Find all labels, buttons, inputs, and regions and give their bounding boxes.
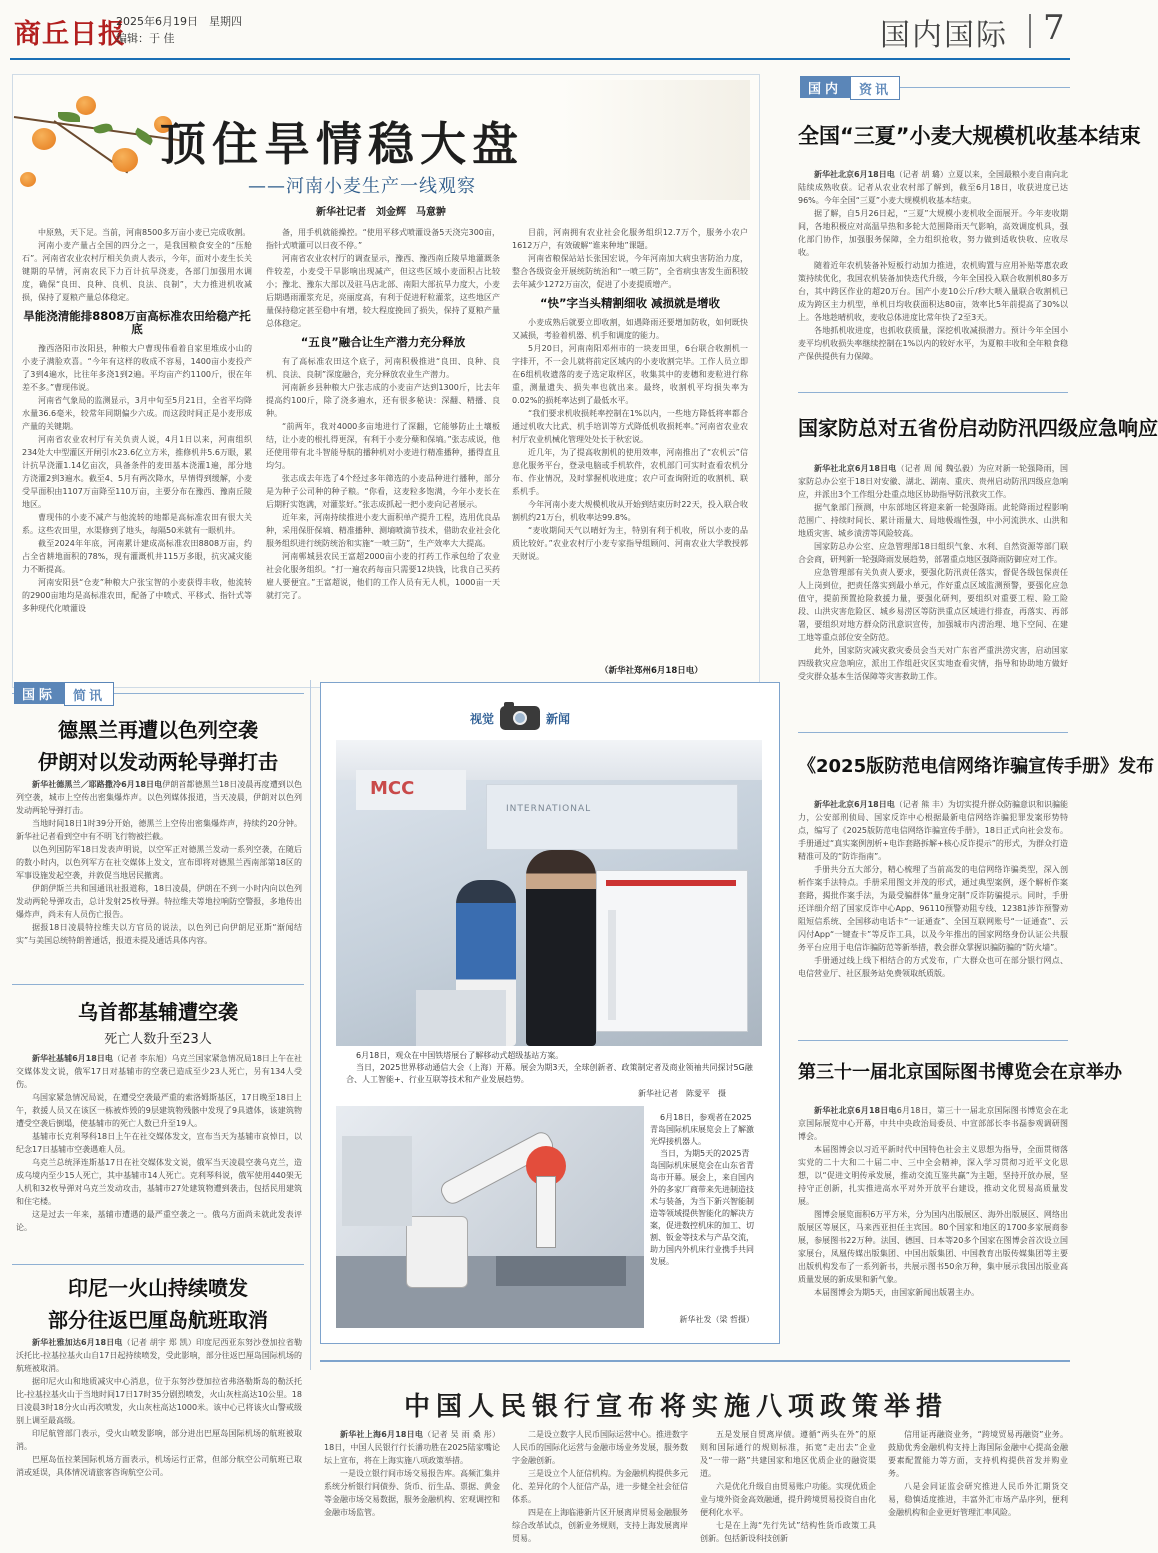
photo-welding-robot — [336, 1106, 644, 1328]
paragraph: 河南新乡县种粮大户张志成的小麦亩产达到1300斤，比去年提高约100斤，除了浇多遍水，还有很多秘诀：深翻、精播、良种。 — [266, 383, 500, 418]
tag-label: 国内 — [800, 76, 850, 98]
paragraph: 河南省气象局的监测显示，3月中旬至5月21日，全省平均降水量36.6毫米，较常年同期偏少六成。而这段时间正是小麦形成产量的关键期。 — [22, 396, 252, 431]
paragraph: 印尼航管部门表示，受火山喷发影响，部分进出巴厘岛国际机场的航班被取消。 — [16, 1429, 302, 1451]
paragraph — [798, 168, 1068, 207]
article-subheadline: 死亡人数升至23人 — [104, 1032, 212, 1047]
byline: 新华社北京6月18日电 — [814, 800, 895, 809]
paragraph: 八是会同证监会研究推进人民币外汇期货交易，稳慎适度推进，丰富外汇市场产品序列，便利金融机构和企业更好管理汇率风险。 — [888, 1482, 1068, 1517]
feature-subhead: “五良”融合让生产潜力充分释放 — [300, 335, 466, 349]
paragraph — [798, 462, 1068, 501]
photo-credit: 新华社发（梁 哲摄） — [679, 1315, 754, 1324]
paragraph: 二是设立数字人民币国际运营中心。推进数字人民币的国际化运营与金融市场业务发展，服务数字金融创新。 — [512, 1430, 688, 1465]
paragraph: 张志成去年选了4个经过多年筛选的小麦品种进行播种，部分是为种子公司种的种子粮。“你看，这麦粒多饱满，今年小麦长在后期籽实饱满，对灌浆好。”张志成抓起一把小麦向记者展示。 — [266, 474, 500, 509]
paragraph — [798, 798, 1068, 863]
paragraph: 本届图博会为期5天，由国家新闻出版署主办。 — [814, 1288, 980, 1297]
paragraph: 随着近年农机装备补短板行动加力推进，农机购置与应用补贴等惠农政策持续优化，我国农机装备加快迭代升级，今年全国投入联合收割机80多万台，其中跨区作业的超20万台。国产小麦10公斤/秒大喂入量联合收割机已成为跨区主力机型，单机日均收获面积达80亩，效率比5年前提高了30%以上。各地趁晴机收，麦收总体进度比常年快了2至3天。 — [798, 261, 1068, 322]
reporter: （记者 周 闻 魏弘毅） — [896, 464, 979, 473]
paragraph: 各地抓机收进度，也抓收获质量，深挖机收减损潜力。预计今年全国小麦平均机收损失率继续控制在1%以内的较好水平，为夏粮丰收和全年粮食稳产保供提供有力保障。 — [798, 326, 1068, 361]
label-text: 新闻 — [546, 711, 571, 726]
feature-background-texture — [560, 80, 750, 200]
feature-headline: 顶住旱情稳大盘 — [160, 117, 524, 171]
paragraph: “前两年，我对4000多亩地进行了深翻，它能够防止土壤板结，让小麦的根扎得更深，有利于小麦分蘖和保墒。”张志成说，他还使用带有北斗智能导航的播种机对小麦进行精准播种，播得直且均匀。 — [266, 422, 500, 470]
paragraph: 五是发展自贸离岸债。遵循“两头在外”的原则和国际通行的规则标准，拓宽“走出去”企业及“一带一路”共建国家和地区优质企业的融资渠道。 — [700, 1430, 876, 1478]
article-headline: 第三十一届北京国际图书博览会在京举办 — [798, 1062, 1122, 1083]
caption-line: 当日，为期5天的2025青岛国际机床展览会在山东省青岛市开幕。展会上，来自国内外的多家厂商带来先进制造技术与装备，为当下新兴智能制造等领域提供智能化的解决方案，促进数控机床的加工、切割、钣金等技术与产品交流，助力国内外机床行业携手共同发展。 — [650, 1149, 754, 1266]
lead: 18日，中国人民银行行长潘功胜在2025陆家嘴论坛上宣布，将在上海实施八项政策举措。 — [324, 1443, 500, 1465]
lead: 6月18日，第三十一届北京国际图书博览会在北京国际展览中心开幕，中共中央政治局委员、中宣部部长李书磊参观调研图博会。 — [798, 1106, 1068, 1141]
paragraph: 七是在上海“先行先试”结构性货币政策工具创新。包括新设科技创新 — [700, 1521, 876, 1543]
bottom-column-1 — [324, 1428, 500, 1548]
paragraph: “我们要求机收损耗率控制在1%以内，一些地方降低将率都合通过机收大比武、机手培训等方式降低机收损耗率。”河南省农业农村厅农业机械化管理处处长于秋宏说。 — [512, 409, 748, 444]
paragraph: 以色列国防军18日发表声明说，以空军正对德黑兰发动一系列空袭，在随后的数小时内，以色列军方在社交媒体上发文，宣布即将对德黑兰西南部第18区的军事设施发起空袭，并敦促当地居民撤离。 — [16, 845, 302, 880]
paragraph: 巴厘岛伍拉莱国际机场方面表示，机场运行正常，但部分航空公司航班已取消或延误，具体情况请旅客咨询航空公司。 — [16, 1455, 302, 1477]
photo-credit: 新华社记者 陈愛平 摄 — [638, 1089, 726, 1098]
article-divider — [798, 392, 1068, 393]
paragraph: 应急管理部有关负责人要求，要强化防汛责任落实，督促各级包保责任人上岗到位，把责任落实到最小单元，作好重点区域监测预警，要强化应急值守，提前预置抢险救援力量，要强化研判，要组织对重要工程、险工险段、山洪灾害危险区、城乡易涝区等防洪重点区域进行排查，再落实、再部署，要组织对地方群众防汛意识宣传，加强城市内涝治理、地下空间、在建工地等重点部位安全防范。 — [798, 568, 1068, 642]
paragraph: 信用证再融资业务，“跨境贸易再融资”业务。鼓励优秀金融机构支持上海国际金融中心提高金融要素配置能力等方面，支持机构提供首发并购业务。 — [888, 1430, 1068, 1478]
paragraph: 据印尼火山和地质减灾中心消息，位于东努沙登加拉省弗洛勒斯岛的勒沃托比-拉基拉基火山于当地时间17日17时35分剧烈喷发，火山灰柱高达10公里。18日凌晨3时18分火山再次喷发，火山灰柱高达1000米。该中心已将该火山警戒级别上调至最高级。 — [16, 1377, 302, 1425]
paragraph: 这是过去一年来，基辅市遭遇的最严重空袭之一。俄乌方面尚未就此发表评论。 — [16, 1210, 302, 1232]
feature-subheadline: ——河南小麦生产一线观察 — [248, 176, 476, 197]
paragraph: 手册通过线上线下相结合的方式发布，广大群众也可在部分银行网点、电信营业厅、社区服务站免费领取纸质版。 — [798, 956, 1068, 978]
photo-caption — [346, 1050, 756, 1086]
feature-byline: 新华社记者 刘金辉 马意翀 — [316, 207, 446, 218]
article-headline: 《2025版防范电信网络诈骗宣传手册》发布 — [798, 756, 1155, 777]
paragraph: 截至2024年年底，河南累计建成高标准农田8808万亩，约占全省耕地面积的78%，现有灌溉机井115万多眼，抗灾减灾能力不断提高。 — [22, 539, 252, 574]
paragraph: 据了解，自5月26日起，“三夏”大规模小麦机收全面展开。今年麦收期间，各地积极应对高温旱热和多轮大范围降雨天气影响，高效调度机具，强化部门协作，加强服务保障，全力组织抢收，努力做到适收快收、应收尽收。 — [798, 209, 1068, 257]
paragraph: 5月20日，河南南阳邓州市的一块麦田里，6台联合收割机一字排开，不一会儿就将前定区域内的小麦收割完毕。工作人员立即在6组机收遗落的麦子选定取样区，收集其中的麦穗和麦粒进行称重，测量遗失、损失率也就出来。最终，收割机平均损失率为0.02%的损耗率达到了最低水平。 — [512, 344, 748, 405]
column-divider — [310, 680, 311, 1370]
paragraph: “麦收期间天气以晴好为主，特别有利于机收，所以小麦的品质比较好。”农业农村厅小麦专家指导组顾问、河南农业大学教授郭天财说。 — [512, 526, 748, 561]
article-headline: 乌首都基辅遭空袭 — [78, 1000, 238, 1024]
lead: 伊朗首都德黑兰18日凌晨再度遭到以色列空袭，城市上空传出密集爆炸声。以色列媒体报道，当天凌晨，伊朗对以色列发动两轮导弹打击。 — [16, 780, 302, 815]
feature-dateline: （新华社郑州6月18日电） — [600, 666, 703, 676]
paragraph: 基辅市长克利琴科18日上午在社交媒体发文，宣布当天为基辅市哀悼日，以纪念17日基辅市空袭遇难人员。 — [16, 1132, 302, 1154]
page-number: 7 — [1043, 8, 1065, 48]
paragraph: 小麦成熟后就要立即收割，如遇降雨还要增加防收，如何既快又减损，考验着机器、机手和调度的能力。 — [512, 318, 748, 340]
bottom-column-4 — [888, 1428, 1068, 1548]
paragraph — [16, 778, 302, 817]
paragraph: 六是优化升级自由贸易账户功能。实现优质企业与境外资金高效融通，提升跨境贸易投资自由化便利化水平。 — [700, 1482, 876, 1517]
article-headline: 伊朗对以发动两轮导弹打击 — [38, 750, 278, 774]
paragraph: 四是在上海临港新片区开展离岸贸易金融服务综合改革试点，创新业务规则，支持上海发展离岸贸易。 — [512, 1508, 688, 1543]
tag-label: 资讯 — [850, 76, 900, 100]
paragraph: 图博会展览面积6万平方米，分为国内出版展区、海外出版展区、网络出版展区等展区，马来西亚担任主宾国。80个国家和地区的1700多家展商参展，参展图书22万种。法国、德国、日本等20多个国家在图博会首次设立国家展台，凤凰传媒出版集团、中国出版集团、中国教育出版传媒集团等主要出版机构发布了一系列新书，共展示图书50余万种，集中展示我国出版业高质量发展的新成果和新气象。 — [798, 1210, 1068, 1284]
paragraph: 河南省农业农村厅有关负责人说，4月1日以来，河南组织234处大中型灌区开闸引水23.6亿立方米，推修机井5.6万眼，累计抗旱浇灌1.14亿亩次，具备条件的麦田基本浇灌1遍，部分地方浇灌2到3遍水。截至4、5月有两次降水，早情得到缓解，小麦受旱面积由1107万亩降至110万亩，主要分布在豫西、豫南丘陵地区。 — [22, 435, 252, 509]
reporter: （记者 吴 雨 桑 彤） — [423, 1430, 500, 1439]
masthead-logo: 商丘日报 — [14, 19, 126, 50]
caption-line: 当日，2025世界移动通信大会（上海）开幕。展会为期3天，全球创新者、政策制定者及商业领袖共同探讨5G融合、人工智能+、行业互联等技术和产业发展趋势。 — [346, 1063, 753, 1084]
paragraph: 据报18日凌晨特拉维夫以方官员的说法，以色列已向伊朗尼亚斯“渐闻结实”与美国总统特朗普通话，报道未提及通话具体内容。 — [16, 923, 302, 945]
feature-column-2 — [266, 226, 500, 678]
label-text: 视觉 — [470, 711, 495, 726]
photo-caption — [650, 1112, 754, 1268]
article-headline: 全国“三夏”小麦大规模机收基本结束 — [798, 124, 1141, 148]
article-divider — [798, 732, 1068, 733]
domestic-tag — [800, 76, 900, 100]
paragraph: 当地时间18日1时39分开始，德黑兰上空传出密集爆炸声，持续约20分钟。新华社记者看到空中有不明飞行物被拦截。 — [16, 819, 302, 841]
intl-tag — [14, 682, 114, 706]
paragraph: 备，用手机就能操控。“使用平移式喷灌设备5天浇完300亩，指针式喷灌可以日夜不停。” — [266, 228, 500, 250]
article-headline: 国家防总对五省份启动防汛四级应急响应 — [798, 416, 1158, 440]
paragraph — [324, 1428, 500, 1467]
header-rule — [10, 58, 1070, 60]
paragraph: 河南小麦产量占全国的四分之一，是我国粮食安全的“压舱石”。河南省农业农村厅相关负责人表示，今年，面对小麦生长关键期的旱情，河南农民下力百计抗旱浇麦，各部门加强用水调度，确保“良田、良种、良机、良法、良制”，大力推进机收减损，保持了夏粮产量总体稳定。 — [22, 241, 252, 302]
paragraph: 乌克兰总统泽连斯基17日在社交媒体发文说，俄军当天凌晨空袭乌克兰，造成乌境内至少15人死亡，其中基辅市14人死亡。克利琴科说，俄军使用440架无人机和32枚导弹对乌克兰发动攻击，基辅市27处建筑物遭到袭击，包括民用建筑和住宅楼。 — [16, 1158, 302, 1206]
person-man — [526, 850, 596, 1046]
page-editor: 编辑：于 佳 — [116, 32, 175, 45]
byline: 新华社基辅6月18日电 — [32, 1054, 113, 1063]
paragraph: 国家防总办公室、应急管理部18日组织气象、水利、自然资源等部门联合会商，研判新一轮强降雨发展趋势，部署重点地区强降雨防御应对工作。 — [798, 542, 1068, 564]
article-body — [798, 462, 1068, 720]
paragraph: 河南安阳县“仓麦”种粮大户张宝智的小麦获得丰收，他流转的2900亩地均是高标准农田，配备了中喷式、平移式、指针式等多种现代化喷灌设 — [22, 578, 252, 613]
article-body — [798, 168, 1068, 372]
caption-line: 6月18日，观众在中国铁塔展台了解移动式超级基站方案。 — [356, 1051, 564, 1060]
paragraph — [16, 1052, 302, 1091]
paragraph: 豫西洛阳市汝阳县，种粮大户曹现伟看着自家里堆成小山的小麦子满脸欢喜。“今年有这样的收成不容易，1400亩小麦投产了3到4遍水，比往年多浇1到2遍。平均亩产约1100斤，很在年差不多。”曹现伟说。 — [22, 344, 252, 392]
paragraph: 手册共分五大部分，精心梳理了当前高发的电信网络诈骗类型，深入剖析作案手法特点。手册采用图文并茂的形式，通过典型案例，逐个解析作案套路，揭批作案手法，为最受骗群体“量身定制”反诈防骗提示。同时，手册还详细介绍了国家反诈中心App、96110预警劝阻专线、12381涉诈预警劝阻短信系统、全国移动电话卡“一证通查”、全国互联网账号“一证通查”、云闪付App“一键查卡”等反诈工具，以及今年推出的国家网络身份认证公共服务平台应用于电信诈骗防范等新举措，教会群众掌握识骗防骗的“防火墙”。 — [798, 865, 1068, 952]
photo-news-label — [470, 706, 570, 730]
paragraph: 乌国家紧急情况局说，在遭受空袭最严重的索洛姆斯基区，17日晚至18日上午，救援人员又在该区一栋被炸毁的9层建筑物残骸中发现了9具遗体，该建筑物遭受空袭后倒塌，使基辅市的死亡人数已升至19人。 — [16, 1093, 302, 1128]
bottom-rule — [320, 1360, 1070, 1362]
paragraph: 河南郸城县农民王富超2000亩小麦的打药工作承包给了农业社会化服务组织。“打一遍农药每亩只需要12块钱，比我自己买药雇人要便宜。”王富超说，他们的工作人员有无人机，1000亩一天就打完了。 — [266, 552, 500, 600]
paragraph: 曹现伟的小麦不减产与他流转的地都是高标准农田有很大关系。这些农田里，水渠修到了地头，每隔50米就有一眼机井。 — [22, 513, 252, 535]
bottom-headline: 中国人民银行宣布将实施八项政策举措 — [404, 1392, 949, 1422]
reporter: （记者 胡宇 郑 凯） — [122, 1338, 196, 1347]
reporter: （记者 熊 丰） — [894, 800, 948, 809]
article-divider — [12, 984, 304, 985]
reporter: （记者 胡 璐） — [894, 170, 948, 179]
paragraph: 一是设立银行间市场交易报告库。高频汇集并系统分析银行间债券、货币、衍生品、票据、黄金等金融市场交易数据，服务金融机构、宏观调控和金融市场监管。 — [324, 1469, 500, 1517]
article-body — [16, 1052, 302, 1258]
paragraph: 今年河南小麦大规模机收从开始到结束历时22天，投入联合收割机约21万台，机收率达99.8%。 — [512, 500, 748, 522]
byline: 新华社北京6月18日电 — [814, 1106, 897, 1115]
byline: 新华社北京6月18日电 — [814, 170, 895, 179]
paragraph — [16, 1336, 302, 1375]
article-body — [16, 1336, 302, 1546]
article-divider — [12, 1264, 304, 1265]
shelter-unit — [596, 870, 748, 1032]
lead: 印度尼西亚东努沙登加拉省勒沃托比-拉基拉基火山自17日起持续喷发，受此影响，部分往返巴厘岛国际机场的航班被取消。 — [16, 1338, 302, 1373]
byline: 新华社上海6月18日电 — [340, 1430, 424, 1439]
paragraph — [798, 1104, 1068, 1143]
byline: 新华社雅加达6月18日电 — [32, 1338, 123, 1347]
reporter: （记者 李东旭） — [112, 1054, 172, 1063]
paragraph: 此外，国家防灾减灾救灾委员会当天对广东省严重洪涝灾害，启动国家四级救灾应急响应，派出工作组赶灾区实地查看灾情，指导和协助地方做好受灾群众基本生活保障等灾害救助工作。 — [798, 646, 1068, 681]
paragraph: 本届图博会以习近平新时代中国特色社会主义思想为指导，全面贯彻落实党的二十大和二十届二中、三中全会精神，深入学习贯彻习近平文化思想，以“促进文明传承发展，推动交流互鉴共赢”为主题，坚持开放办展，坚持守正创新，扎实推进高水平对外开放平台建设，推动文化贸易高质量发展。 — [798, 1145, 1068, 1206]
article-headline: 印尼一火山持续喷发 — [68, 1276, 248, 1300]
paragraph: 河南省粮保站站长张国宏说，今年河南加大病虫害防治力度，整合各级资金开展统防统治和“一喷三防”，全省病虫害发生面积较去年减少1272万亩次，促进了小麦提质增产。 — [512, 254, 748, 289]
bottom-column-2 — [512, 1428, 688, 1548]
lead: 为应对新一轮强降雨，国家防总办公室于18日对安徽、湖北、湖南、重庆、贵州启动防汛四级应急响应，并派出3个工作组分赴重点地区协助指导防汛救灾工作。 — [798, 464, 1068, 499]
booth-sign: INTERNATIONAL — [506, 804, 592, 814]
paragraph: 近几年，为了提高收割机的使用效率，河南推出了“农机云”信息化服务平台，登录电脑或手机软件，农机部门可实时查看农机分布、作业情况，及时掌握机收进度；农户可查询附近的收割机、联系机手。 — [512, 448, 748, 496]
photo-mobile-congress-booth — [336, 740, 762, 1046]
paragraph: 有了高标准农田这个底子，河南积极推进“良田、良种、良机、良法、良制”深度融合，充分释放农业生产潜力。 — [266, 357, 500, 379]
article-divider — [798, 1040, 1068, 1041]
bottom-column-3 — [700, 1428, 876, 1548]
article-body — [798, 798, 1068, 1030]
lead: 乌克兰国家紧急情况局18日上午在社交媒体发文说，俄军17日对基辅市的空袭已造成至少23人死亡，另有134人受伤。 — [16, 1054, 302, 1089]
article-headline: 部分往返巴厘岛航班取消 — [48, 1308, 268, 1332]
byline: 新华社北京6月18日电 — [814, 464, 897, 473]
feature-column-3 — [512, 226, 748, 664]
paragraph: 目前，河南拥有农业社会化服务组织12.7万个，服务小农户1612万户，有效破解“谁来种地”课题。 — [512, 228, 748, 250]
paragraph: 三是设立个人征信机构。为金融机构提供多元化、差异化的个人征信产品，进一步健全社会征信体系。 — [512, 1469, 688, 1504]
paragraph: 据气象部门预测，中东部地区将迎来新一轮强降雨。此轮降雨过程影响范围广、持续时间长、累计雨量大、局地极端性强，中小河流洪水、山洪和地质灾害、城乡渍涝等风险较高。 — [798, 503, 1068, 538]
paragraph: 中原熟，天下足。当前，河南8500多万亩小麦已完成收割。 — [38, 228, 251, 237]
article-body — [16, 778, 302, 974]
issue-date: 2025年6月19日 星期四 — [116, 15, 242, 28]
header-divider — [1029, 14, 1031, 48]
article-body — [798, 1104, 1068, 1346]
lead: 立夏以来，全国最粮小麦自南向北陆续成熟收获。记者从农业农村部了解到，截至6月18日，收获进度已达96%。今年全国“三夏”小麦大规模机收基本结束。 — [798, 170, 1068, 205]
caption-line: 6月18日，参观者在2025青岛国际机床展览会上了解激光焊接机器人。 — [650, 1113, 754, 1146]
booth-sign: MCC — [370, 778, 415, 799]
paragraph: 近年来，河南持续推进小麦大面积单产提升工程，选用优良品种，采用保肝保墒、精准播种、测墒喷滴节技术，借助农业社会化服务组织进行统防统治和实施“一喷三防”，生产效率大大提高。 — [266, 513, 500, 548]
section-name: 国内国际 — [880, 18, 1008, 53]
paragraph: 伊朗伊斯兰共和国通讯社报道称，18日凌晨，伊朗在不到一小时内向以色列发动两轮导弹攻击，总计发射25枚导弹。特拉维夫等地拉响防空警报，多地传出爆炸声，尚未有人员伤亡报告。 — [16, 884, 302, 919]
byline: 新华社德黑兰／耶路撒冷6月18日电 — [32, 780, 163, 789]
feature-subhead: “快”字当头精割细收 减损就是增收 — [539, 296, 721, 310]
article-headline: 德黑兰再遭以色列空袭 — [58, 718, 258, 742]
tag-label: 国际 — [14, 682, 64, 704]
paragraph: 河南省农业农村厅的调查显示，豫西、豫西南丘陵旱地灌溉条件较差，小麦受干旱影响出现减产，但这些区域小麦面积占比较小；豫北、豫东大部以及驻马店北部、南阳大部抗旱力度大，小麦后期遇雨灌浆充足，亮丽度高，有利于促进籽粒灌浆，这些地区产量保持稳定甚至稳中有增，较大程度挽回了损失，保持了夏粮产量总体稳定。 — [266, 254, 500, 328]
feature-subhead: 旱能浇清能排8808万亩高标准农田给稳产托底 — [23, 309, 251, 336]
lead: 为切实提升群众防骗意识和识骗能力，公安部刑侦局、国家反诈中心根据最新电信网络诈骗犯罪发案形势特点，编写了《2025版防范电信网络诈骗宣传手册》，18日正式向社会发布。手册通过“真实案例剖析+电诈套路拆解+核心反诈提示”的形式，为群众打造精准可及的“防诈指南”。 — [798, 800, 1068, 861]
feature-column-1 — [22, 226, 252, 678]
tag-label: 简讯 — [64, 682, 114, 706]
camera-icon — [500, 706, 540, 730]
